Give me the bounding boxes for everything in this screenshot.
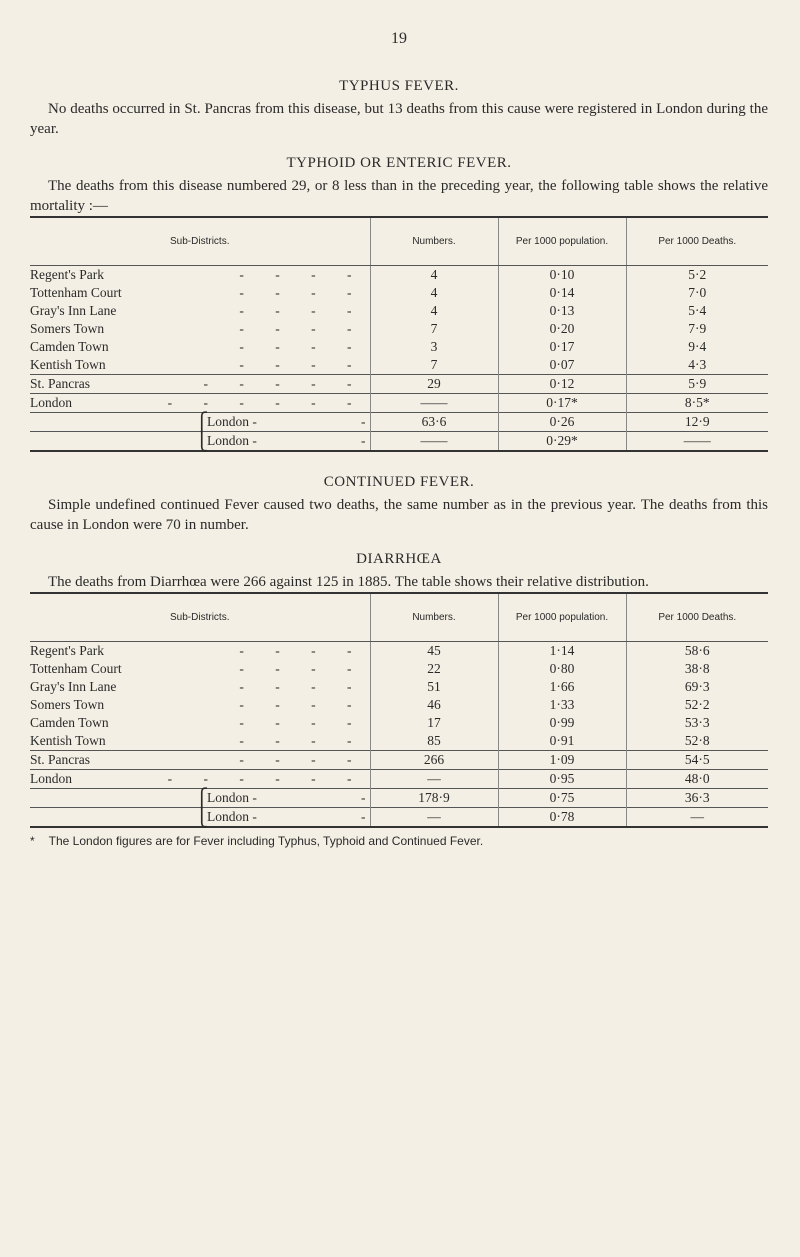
numbers-value: 266 (370, 751, 498, 770)
col-sub-districts: Sub-Districts. (30, 593, 370, 642)
average-sub-label: London - (207, 414, 257, 429)
numbers-value: 17 (370, 714, 498, 732)
total-label: St. Pancras (30, 376, 90, 391)
average-name (30, 432, 370, 452)
district-name (30, 338, 370, 356)
typhoid-paragraph: The deaths from this disease numbered 29, or 8 less than in the preceding year, the following table shows the relative mortality :— (30, 178, 768, 214)
london-row (30, 770, 768, 789)
col-per-population: Per 1000 population. (498, 217, 626, 266)
table-row (30, 338, 768, 356)
table-row (30, 732, 768, 751)
table-row (30, 320, 768, 338)
diarrhoea-paragraph: The deaths from Diarrhœa were 266 against 125 in 1885. The table shows their relative distribution. (48, 574, 649, 590)
per-deaths-value: 8·5* (626, 394, 768, 413)
per-population-value: 0·20 (498, 320, 626, 338)
per-deaths-value: 69·3 (626, 678, 768, 696)
leader-dashes: - - - - (239, 661, 366, 676)
numbers-value: — (370, 808, 498, 828)
table-row (30, 356, 768, 375)
leader-dashes: - - - - (239, 321, 366, 336)
district-label: Somers Town (30, 321, 105, 336)
typhoid-table (30, 216, 768, 452)
total-row (30, 375, 768, 394)
numbers-value: —— (370, 394, 498, 413)
document-page (30, 30, 768, 860)
district-label: Kentish Town (30, 733, 106, 748)
average-row-st-pancras (30, 789, 768, 808)
per-deaths-value: 9·4 (626, 338, 768, 356)
footnote-text: The London figures are for Fever including Typhus, Typhoid and Continued Fever. (48, 834, 484, 848)
brace-mark: ⎩ (195, 431, 209, 451)
district-name (30, 320, 370, 338)
london-label: London (30, 395, 72, 410)
district-name (30, 356, 370, 375)
numbers-value: 3 (370, 338, 498, 356)
leader-dashes: - - - - (239, 733, 366, 748)
per-population-value: 0·07 (498, 356, 626, 375)
average-row-london (30, 432, 768, 452)
per-population-value: 1·14 (498, 642, 626, 661)
numbers-value: — (370, 770, 498, 789)
leader-dashes: - - - - - - (167, 395, 366, 410)
average-sub-label: London - (207, 809, 257, 824)
numbers-value: 178·9 (370, 789, 498, 808)
per-population-value: 1·09 (498, 751, 626, 770)
footnote (30, 834, 768, 848)
leader-dash: - (361, 809, 366, 824)
london-name (30, 770, 370, 789)
brace-mark: ⎧ (195, 788, 209, 808)
diarrhoea-table (30, 592, 768, 828)
average-name (30, 413, 370, 432)
col-numbers: Numbers. (370, 217, 498, 266)
leader-dashes: - - - - (239, 303, 366, 318)
numbers-value: 22 (370, 660, 498, 678)
district-label: Tottenham Court (30, 285, 122, 300)
district-name (30, 660, 370, 678)
per-population-value: 0·17 (498, 338, 626, 356)
leader-dashes: - - - - (239, 697, 366, 712)
district-name (30, 696, 370, 714)
london-name (30, 394, 370, 413)
per-population-value: 0·91 (498, 732, 626, 751)
total-label: St. Pancras (30, 752, 90, 767)
numbers-value: —— (370, 432, 498, 452)
leader-dashes: - - - - (239, 357, 366, 372)
per-population-value: 0·78 (498, 808, 626, 828)
average-name (30, 789, 370, 808)
average-row-st-pancras (30, 413, 768, 432)
total-name (30, 375, 370, 394)
leader-dashes: - - - - (239, 285, 366, 300)
per-deaths-value: 7·0 (626, 284, 768, 302)
typhus-paragraph: No deaths occurred in St. Pancras from this disease, but 13 deaths from this cause were registered in London during the year. (30, 101, 768, 137)
leader-dashes: - - - - - (203, 376, 366, 391)
per-population-value: 0·99 (498, 714, 626, 732)
brace-mark: ⎧ (195, 412, 209, 432)
average-name (30, 808, 370, 828)
average-sub-label: London - (207, 790, 257, 805)
col-per-deaths: Per 1000 Deaths. (626, 217, 768, 266)
leader-dashes: - - - - (239, 715, 366, 730)
col-sub-districts: Sub-Districts. (30, 217, 370, 266)
leader-dashes: - - - - (239, 643, 366, 658)
numbers-value: 7 (370, 356, 498, 375)
per-deaths-value: —— (626, 432, 768, 452)
district-label: Regent's Park (30, 643, 105, 658)
per-population-value: 0·13 (498, 302, 626, 320)
district-label: Gray's Inn Lane (30, 303, 117, 318)
typhus-heading: TYPHUS FEVER. (339, 78, 459, 94)
district-label: Somers Town (30, 697, 105, 712)
district-label: Kentish Town (30, 357, 106, 372)
table-row (30, 678, 768, 696)
per-deaths-value: 53·3 (626, 714, 768, 732)
per-deaths-value: 5·9 (626, 375, 768, 394)
district-name (30, 732, 370, 751)
per-population-value: 0·29* (498, 432, 626, 452)
table-row (30, 660, 768, 678)
district-label: Gray's Inn Lane (30, 679, 117, 694)
per-population-value: 0·12 (498, 375, 626, 394)
leader-dash: - (361, 790, 366, 805)
leader-dashes: - - - - (239, 752, 366, 767)
page-number: 19 (391, 30, 407, 47)
per-deaths-value: 5·4 (626, 302, 768, 320)
brace-mark: ⎩ (195, 807, 209, 827)
numbers-value: 4 (370, 284, 498, 302)
table-row (30, 642, 768, 661)
average-sub-label: London - (207, 433, 257, 448)
total-row (30, 751, 768, 770)
per-population-value: 0·26 (498, 413, 626, 432)
table-row (30, 714, 768, 732)
per-deaths-value: 5·2 (626, 266, 768, 285)
leader-dashes: - - - - (239, 339, 366, 354)
col-per-deaths: Per 1000 Deaths. (626, 593, 768, 642)
numbers-value: 29 (370, 375, 498, 394)
district-name (30, 714, 370, 732)
district-name (30, 266, 370, 285)
continued-heading: CONTINUED FEVER. (323, 474, 475, 490)
per-deaths-value: 54·5 (626, 751, 768, 770)
table-row (30, 266, 768, 285)
table-row (30, 284, 768, 302)
average-row-london (30, 808, 768, 828)
per-population-value: 1·66 (498, 678, 626, 696)
leader-dashes: - - - - (239, 267, 366, 282)
per-deaths-value: 52·8 (626, 732, 768, 751)
total-name (30, 751, 370, 770)
per-deaths-value: 58·6 (626, 642, 768, 661)
per-deaths-value: 48·0 (626, 770, 768, 789)
numbers-value: 4 (370, 302, 498, 320)
leader-dash: - (361, 414, 366, 429)
district-label: Tottenham Court (30, 661, 122, 676)
per-population-value: 1·33 (498, 696, 626, 714)
col-numbers: Numbers. (370, 593, 498, 642)
london-row (30, 394, 768, 413)
per-population-value: 0·95 (498, 770, 626, 789)
numbers-value: 4 (370, 266, 498, 285)
per-deaths-value: — (626, 808, 768, 828)
typhoid-heading: TYPHOID OR ENTERIC FEVER. (286, 155, 512, 171)
numbers-value: 63·6 (370, 413, 498, 432)
leader-dashes: - - - - (239, 679, 366, 694)
london-label: London (30, 771, 72, 786)
col-per-population: Per 1000 population. (498, 593, 626, 642)
district-label: Camden Town (30, 339, 109, 354)
per-population-value: 0·10 (498, 266, 626, 285)
district-name (30, 678, 370, 696)
per-deaths-value: 12·9 (626, 413, 768, 432)
numbers-value: 46 (370, 696, 498, 714)
district-name (30, 284, 370, 302)
table-row (30, 696, 768, 714)
leader-dashes: - - - - - - (167, 771, 366, 786)
footnote-marker: * (30, 834, 35, 848)
numbers-value: 51 (370, 678, 498, 696)
per-deaths-value: 52·2 (626, 696, 768, 714)
numbers-value: 7 (370, 320, 498, 338)
per-population-value: 0·14 (498, 284, 626, 302)
district-label: Regent's Park (30, 267, 105, 282)
per-population-value: 0·80 (498, 660, 626, 678)
district-label: Camden Town (30, 715, 109, 730)
per-population-value: 0·75 (498, 789, 626, 808)
district-name (30, 642, 370, 661)
per-population-value: 0·17* (498, 394, 626, 413)
district-name (30, 302, 370, 320)
continued-paragraph: Simple undefined continued Fever caused two deaths, the same number as in the previous year. The deaths from this cause in London were 70 in number. (30, 497, 768, 533)
per-deaths-value: 36·3 (626, 789, 768, 808)
numbers-value: 85 (370, 732, 498, 751)
numbers-value: 45 (370, 642, 498, 661)
leader-dash: - (361, 433, 366, 448)
per-deaths-value: 38·8 (626, 660, 768, 678)
per-deaths-value: 7·9 (626, 320, 768, 338)
per-deaths-value: 4·3 (626, 356, 768, 375)
table-row (30, 302, 768, 320)
diarrhoea-heading: DIARRHŒA (356, 551, 442, 567)
